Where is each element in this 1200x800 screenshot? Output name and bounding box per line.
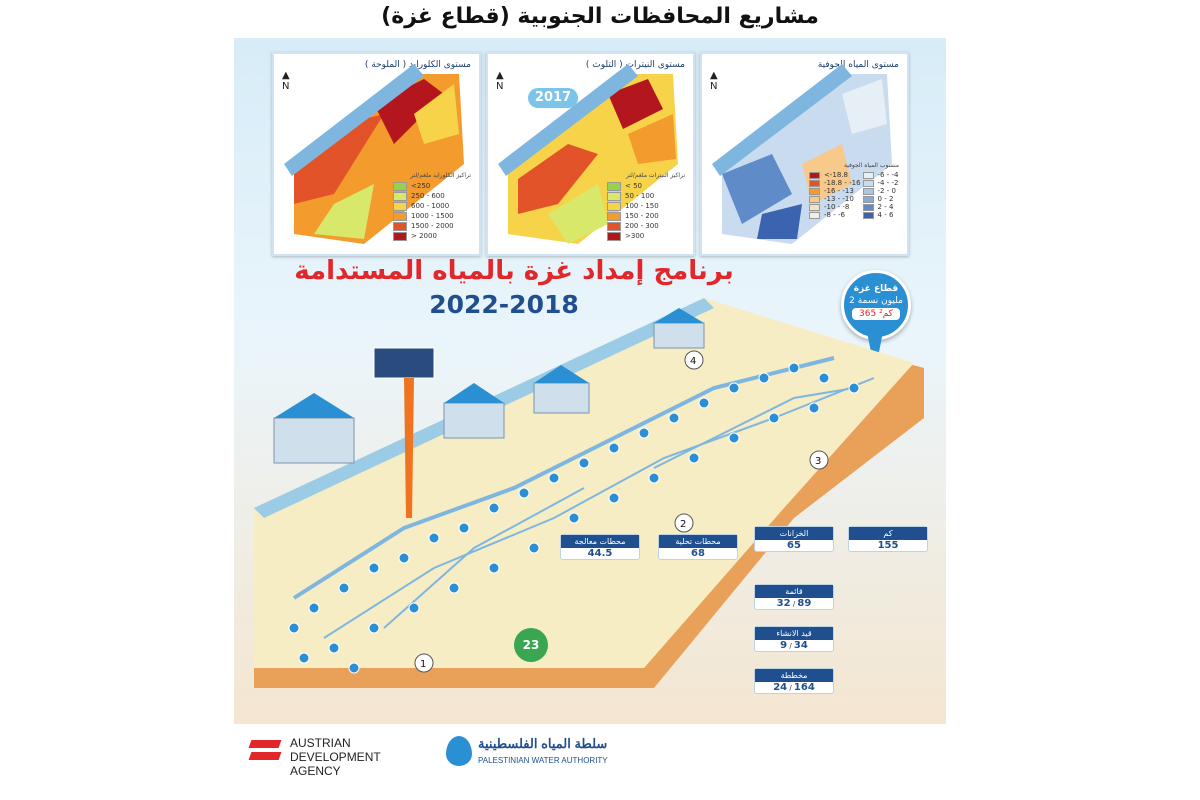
legend-item	[393, 211, 471, 221]
legend-item	[863, 187, 899, 195]
wastewater-card	[560, 534, 640, 560]
construction-label: قيد الانشاء	[755, 627, 833, 640]
north-arrow-icon: ▲ N	[282, 70, 290, 92]
planned-label: مخططة	[755, 669, 833, 682]
legend-item	[607, 191, 685, 201]
legend-label: 4 - 6	[877, 211, 894, 219]
existing-card: قائمة 32 / 89	[754, 584, 834, 610]
pin-population: 2 مليون نسمة	[849, 296, 903, 306]
legend-item	[393, 181, 471, 191]
program-years: 2022-2018	[429, 290, 579, 319]
legend-label: <250	[411, 182, 431, 190]
page-title: مشاريع المحافظات الجنوبية (قطاع غزة)	[381, 4, 819, 29]
desal-label: محطات تحلية	[659, 535, 737, 548]
existing-label: قائمة	[755, 585, 833, 598]
infographic-poster	[234, 38, 946, 800]
legend-label: 150 - 200	[625, 212, 659, 220]
legend-item	[809, 195, 861, 203]
logo-bar	[234, 724, 946, 800]
ada-line-3: AGENCY	[290, 764, 341, 778]
wastewater-label: محطات معالجة	[561, 535, 639, 548]
groundwater-map-panel	[700, 52, 909, 256]
legend-label: -13 - -10	[824, 195, 854, 203]
construction-card: قيد الانشاء 9 / 34	[754, 626, 834, 652]
legend-label: 200 - 300	[625, 222, 659, 230]
legend-label: 50 - 100	[625, 192, 655, 200]
legend-item	[863, 179, 899, 187]
legend-item	[809, 171, 861, 179]
legend-label: -2 - 0	[877, 187, 896, 195]
chloride-legend-title: تراكيز الكلورايد ملغم/لتر	[410, 172, 471, 179]
groundwater-legend	[809, 162, 899, 219]
legend-item	[863, 203, 899, 211]
planned-card: مخططة 24 / 164	[754, 668, 834, 694]
marker-label: 2	[680, 519, 687, 530]
legend-item	[809, 211, 861, 219]
legend-item	[607, 221, 685, 231]
pin-title: قطاع غزة	[853, 284, 899, 294]
desal-card	[658, 534, 738, 560]
pipes-card	[848, 526, 928, 552]
chloride-map-title: مستوى الكلورايد ( الملوحة )	[364, 60, 471, 70]
water-drop-icon	[446, 736, 472, 766]
planned-total: 164	[793, 682, 815, 693]
pipes-value: 155	[877, 540, 899, 551]
gaza-strip-map	[234, 268, 946, 748]
nitrate-map-title: مستوى النيترات ( التلوث )	[585, 60, 685, 70]
planned-count: 24	[773, 682, 788, 693]
legend-item	[607, 201, 685, 211]
legend-item	[809, 187, 861, 195]
existing-total: 89	[797, 598, 812, 609]
legend-item	[863, 195, 899, 203]
pwa-logo-arabic: سلطة المياه الفلسطينية	[478, 736, 608, 751]
legend-label: < 50	[625, 182, 642, 190]
legend-label: <-18.8	[824, 171, 848, 179]
legend-label: -18.8 - -16	[824, 179, 861, 187]
legend-label: 1000 - 1500	[411, 212, 454, 220]
tanks-label: الخزانات	[755, 527, 833, 540]
legend-item	[607, 211, 685, 221]
wastewater-value: 44.5	[587, 548, 613, 559]
legend-label: -4 - -2	[877, 179, 899, 187]
ada-line-1: AUSTRIAN	[290, 736, 351, 750]
legend-item	[393, 191, 471, 201]
tanks-value: 65	[787, 540, 801, 551]
legend-item	[393, 201, 471, 211]
legend-item	[607, 181, 685, 191]
legend-item	[809, 179, 861, 187]
north-arrow-icon: ▲ N	[496, 70, 504, 92]
legend-item	[809, 203, 861, 211]
marker-label: 4	[690, 356, 697, 367]
construction-total: 34	[793, 640, 808, 651]
legend-item	[393, 221, 471, 231]
chloride-map-panel	[272, 52, 481, 256]
pipes-label: كم	[849, 527, 927, 540]
legend-item	[607, 231, 685, 241]
legend-label: 1500 - 2000	[411, 222, 454, 230]
legend-label: 250 - 600	[411, 192, 445, 200]
construction-count: 9	[780, 640, 788, 651]
hub-circle: 23	[514, 628, 548, 662]
groundwater-map-title: مستوى المياه الجوفية	[817, 60, 899, 70]
ada-logo-icon	[249, 740, 282, 748]
groundwater-legend-title: منسوب المياه الجوفية	[843, 162, 899, 169]
ada-line-2: DEVELOPMENT	[290, 750, 381, 764]
desal-value: 68	[691, 548, 705, 559]
nitrate-map-panel	[486, 52, 695, 256]
program-title: برنامج إمداد غزة بالمياه المستدامة	[294, 256, 734, 286]
ada-logo-text	[290, 736, 381, 778]
legend-label: 100 - 150	[625, 202, 659, 210]
tanks-card	[754, 526, 834, 552]
nitrate-legend-title: تراكيز النيترات ملغم/لتر	[625, 172, 685, 179]
pwa-logo-english: PALESTINIAN WATER AUTHORITY	[478, 756, 608, 765]
legend-label: -8 - -6	[824, 211, 845, 219]
legend-label: -10 - -8	[824, 203, 850, 211]
legend-label: 600 - 1000	[411, 202, 450, 210]
legend-label: 2 - 4	[877, 203, 894, 211]
legend-label: -16 - -13	[824, 187, 854, 195]
legend-label: > 2000	[411, 232, 437, 240]
north-arrow-icon: ▲ N	[710, 70, 718, 92]
marker-label: 1	[420, 659, 427, 670]
legend-label: 0 - 2	[877, 195, 894, 203]
marker-label: 3	[815, 456, 822, 467]
year-badge: 2017	[528, 88, 578, 108]
legend-item	[863, 171, 899, 179]
legend-label: >300	[625, 232, 645, 240]
groundwater-map-graphic	[702, 54, 907, 254]
ada-logo-icon	[249, 752, 282, 760]
legend-item	[863, 211, 899, 219]
legend-item	[393, 231, 471, 241]
nitrate-legend	[607, 172, 685, 241]
existing-count: 32	[776, 598, 791, 609]
pin-area: 365 كم²	[852, 308, 900, 320]
chloride-legend	[393, 172, 471, 241]
legend-label: -6 - -4	[877, 171, 899, 179]
